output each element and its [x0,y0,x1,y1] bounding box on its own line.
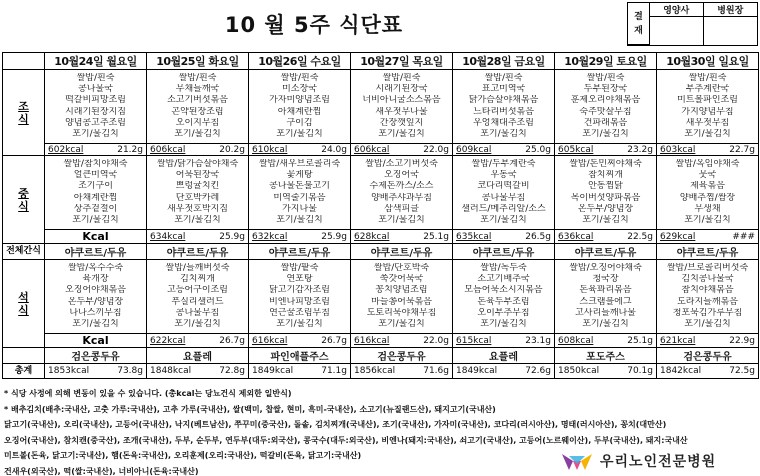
menu-item: 쌀밥/새우브로콜리죽 [258,158,341,169]
menu-item: 시래기된장지짐 [65,106,126,117]
total-kcal: 1850kcal [558,366,600,376]
total-protein: 71.6g [423,366,449,376]
total-kcal: 1849kcal [456,366,498,376]
kcal-value: 632kcal [252,231,288,242]
day-header-4: 10월28일 금요일 [453,53,555,70]
dinner-kcal-label: Kcal [45,334,147,348]
breakfast-cell [453,70,555,144]
menu-item: 쁘렁귤치킨 [175,181,220,192]
dinner-kcal-cell [249,334,351,348]
dinner-cell [657,260,759,334]
total-cell [453,364,555,379]
total-cell [657,364,759,379]
menu-item: 가지나물 [282,203,317,214]
menu-item: 포기/물김치 [276,215,323,226]
protein-value: 22.9g [729,335,755,346]
menu-item: 포기/물김치 [684,129,731,140]
total-cell [249,364,351,379]
corner-cell [3,53,45,70]
protein-value: 25.1g [627,335,653,346]
menu-item: 무생채 [694,203,721,214]
menu-item: 온두부/양념장 [67,296,124,307]
menu-item: 닭고기감자조림 [269,285,330,296]
menu-item: 얼큰미역국 [73,169,118,180]
mid-snack-cell: 야쿠르트/두유 [249,244,351,260]
breakfast-kcal-cell [45,144,147,156]
menu-item: 가자미양념조림 [269,95,330,106]
dinner-kcal-cell [147,334,249,348]
approval-director-header: 병원장 [704,3,758,17]
breakfast-cell [147,70,249,144]
menu-item: 도라지들깨볶음 [677,296,738,307]
lunch-cell [555,156,657,230]
lunch-kcal-cell [453,230,555,244]
evening-snack-label [3,348,45,364]
lunch-cell [45,156,147,230]
day-header-1: 10월25일 화요일 [147,53,249,70]
footnote-line: 오징어(국내산), 참치캔(중국산), 조개(국내산), 두부, 순두부, 연두부(대두:외국산), 콩국수(대두:외국산), 비엔나(돼지:국내산), 쇠고기(국내산), 고등어(노르웨이산), 두부(국내산), 돼지:국내산 [4,435,688,445]
menu-item: 쌀밥/녹두죽 [480,262,527,273]
lunch-row [3,156,759,230]
total-protein: 72.8g [219,366,245,376]
footnote-line: * 식당 사정에 의해 변동이 있을 수 있습니다. (총kcal는 당뇨건식 제외한 일반식) [4,389,292,398]
kcal-value: 629kcal [660,231,696,242]
menu-item: 우엉채대추조림 [473,117,534,128]
menu-item: 푸실리샐러드 [171,296,224,307]
day-header-row [3,53,759,70]
page-title: 10 월 5주 식단표 [224,13,404,37]
breakfast-row [3,70,759,144]
menu-item: 표고미역국 [481,83,526,94]
approval-director-sign[interactable] [704,17,758,45]
mid-snack-label: 전체간식 [3,244,45,260]
protein-value: 21.2g [117,144,143,155]
lunch-kcal-cell [249,230,351,244]
menu-item: 참치야채볶음 [681,285,734,296]
total-row [3,364,759,379]
menu-item: 부추계란국 [685,83,730,94]
dinner-kcal-cell [351,334,453,348]
evening-snack-cell: 검은콩두유 [351,348,453,364]
menu-item: 새우젓무침 [685,117,730,128]
menu-item: 쌀밥/두부계란죽 [471,158,536,169]
menu-item: 오이지무침 [175,117,220,128]
menu-item: 두부된장국 [583,83,628,94]
menu-item: 양배추샤과무침 [371,192,432,203]
dinner-cell [147,260,249,334]
total-cell [147,364,249,379]
kcal-value: 603kcal [660,144,696,155]
dinner-kcal-cell [657,334,759,348]
kcal-value: 609kcal [456,144,492,155]
menu-item: 꽁치양념조림 [375,285,428,296]
dinner-kcal-cell [453,334,555,348]
total-protein: 70.1g [627,366,653,376]
total-kcal: 1842kcal [660,366,702,376]
menu-item: 포기/물김치 [582,215,629,226]
breakfast-kcal-cell [147,144,249,156]
menu-item: 포기/물김치 [582,319,629,330]
menu-item: 콩나물무침 [175,307,220,318]
menu-item: 고사리들깨나물 [575,307,636,318]
menu-item: 시래기된장국 [375,83,428,94]
menu-item: 새우젓무나물 [375,106,428,117]
menu-item: 쌀밥/브로콜리버섯죽 [666,262,749,273]
breakfast-label: 조 식 [3,70,45,156]
menu-item: 김치찌개 [180,273,215,284]
mid-snack-cell: 야쿠르트/두유 [555,244,657,260]
breakfast-cell [351,70,453,144]
protein-value: 22.7g [729,144,755,155]
menu-item: 쌀밥/단호박죽 [373,262,430,273]
menu-item: 아채계란찜 [277,106,322,117]
protein-value: 22.0g [423,335,449,346]
hospital-logo [556,448,756,474]
menu-item: 포기/물김치 [276,129,323,140]
dinner-kcal-row [3,334,759,348]
menu-item: 포기/물김치 [174,319,221,330]
total-label: 총계 [3,364,45,379]
menu-item: 포기/물김치 [480,319,527,330]
dinner-row [3,260,759,334]
menu-item: 양배추찜/쌈장 [679,192,736,203]
menu-item: 소고기버섯볶음 [167,95,228,106]
menu-item: 너비아니굴소스볶음 [362,95,441,106]
kcal-value: 636kcal [558,231,594,242]
menu-item: 참치찌개 [588,169,623,180]
menu-item: 청국장 [592,273,619,284]
menu-item: 간장깻잎지 [379,117,424,128]
menu-item: 오징어야채볶음 [65,285,126,296]
total-cell [555,364,657,379]
menu-item: 코다리떡갈비 [477,181,530,192]
breakfast-cell [45,70,147,144]
menu-item: 양념콩고추조림 [65,117,126,128]
dinner-kcal-cell [555,334,657,348]
lunch-cell [147,156,249,230]
menu-item: 포기/물김치 [378,215,425,226]
protein-value: 22.0g [423,144,449,155]
kcal-value: 605kcal [558,144,594,155]
menu-item: 가지양념무침 [681,106,734,117]
lunch-kcal-cell [657,230,759,244]
breakfast-cell [249,70,351,144]
menu-item: 아채계란찜 [73,192,118,203]
protein-value: 25.1g [423,231,449,242]
menu-item: 구이김 [286,117,313,128]
menu-item: 포기/물김치 [72,129,119,140]
menu-item: 모듬어묵소시지볶음 [464,285,543,296]
menu-item: 미역줄기볶음 [273,192,326,203]
protein-value: 20.2g [219,144,245,155]
breakfast-kcal-cell [351,144,453,156]
menu-item: 청포묵김가루무침 [672,307,743,318]
menu-item: 우동국 [490,169,517,180]
menu-item: 닭가슴살야채볶음 [468,95,539,106]
menu-item: 돈육꽈리볶음 [579,285,632,296]
menu-item: 마늘쫑어묵볶음 [371,296,432,307]
total-kcal: 1856kcal [354,366,396,376]
total-cell [351,364,453,379]
menu-item: 꽃게탕 [286,169,313,180]
kcal-value: 610kcal [252,144,288,155]
dinner-cell [453,260,555,334]
logo-icon [560,450,594,472]
menu-item: 쌀밥/돈민찌야채죽 [569,158,642,169]
day-header-5: 10월29일 토요일 [555,53,657,70]
kcal-value: 621kcal [660,335,696,346]
menu-item: 포기/물김치 [276,319,323,330]
menu-item: 포기/물김치 [72,215,119,226]
lunch-cell [249,156,351,230]
protein-value: 24.0g [321,144,347,155]
menu-item: 미소장국 [282,83,317,94]
menu-table [2,52,759,379]
total-cell [45,364,147,379]
lunch-kcal-label: Kcal [45,230,147,244]
menu-item: 곤약된장조림 [171,106,224,117]
menu-item: 나나스끼무침 [69,307,122,318]
menu-item: 소고기배추국 [477,273,530,284]
protein-value: 26.7g [219,335,245,346]
menu-item: 새우젓호박지짐 [167,203,228,214]
kcal-value: 602kcal [48,144,84,155]
menu-item: 쑥갓어묵국 [379,273,424,284]
menu-item: 쌀밥/닭가슴살야채죽 [156,158,239,169]
menu-item: 포기/물김치 [480,129,527,140]
menu-item: 상추겉절이 [73,203,118,214]
menu-item: 단호박카레 [175,192,220,203]
lunch-kcal-row [3,230,759,244]
dinner-cell [555,260,657,334]
footnote-line: * 배추김치(배추:국내산, 고춧 가루:국내산), 고추 가루(국내산), 쌀(백미, 찹쌀, 현미, 흑미-국내산), 소고기(뉴질랜드산), 돼지고기(국내산) [4,404,496,414]
evening-snack-row [3,348,759,364]
total-protein: 72.5g [729,366,755,376]
menu-item: 고등어구이조림 [167,285,228,296]
menu-item: 쌀밥/팥죽 [280,262,319,273]
kcal-value: 608kcal [558,335,594,346]
menu-item: 포기/물김치 [480,215,527,226]
menu-item: 뭇국 [698,169,717,180]
menu-item: 비엔나피망조림 [269,296,330,307]
mid-snack-cell: 야쿠르트/두유 [45,244,147,260]
dinner-cell [351,260,453,334]
menu-item: 포기/물김치 [378,319,425,330]
menu-item: 포기/물김치 [582,129,629,140]
dinner-cell [45,260,147,334]
menu-item: 김치콩나물국 [681,273,734,284]
breakfast-kcal-cell [453,144,555,156]
menu-item: 콩나물무침 [481,192,526,203]
day-header-3: 10월27일 목요일 [351,53,453,70]
approval-nutritionist-sign[interactable] [650,17,704,45]
menu-item: 무채들깨국 [175,83,220,94]
kcal-value: 616kcal [354,335,390,346]
total-kcal: 1853kcal [48,366,90,376]
menu-item: 쌀밥/흰죽 [76,72,115,83]
menu-item: 오이부추무침 [477,307,530,318]
menu-item: 제육볶음 [690,181,725,192]
lunch-kcal-cell [147,230,249,244]
protein-value: 26.5g [525,231,551,242]
breakfast-kcal-cell [249,144,351,156]
menu-item: 어묵된장국 [175,169,220,180]
evening-snack-cell: 요플레 [147,348,249,364]
menu-item: 쌀밥/흰죽 [586,72,625,83]
mid-snack-cell: 야쿠르트/두유 [351,244,453,260]
menu-item: 포기/물김치 [378,129,425,140]
menu-item: 포기/물김치 [684,215,731,226]
kcal-value: 628kcal [354,231,390,242]
menu-item: 쌀밥/흰죽 [484,72,523,83]
menu-item: 포기/물김치 [174,129,221,140]
menu-item: 콩나물돈불고기 [269,181,330,192]
approval-box [627,2,758,46]
menu-item: 떡갈비피망조림 [65,95,126,106]
menu-item: 쌀밥/참치야채죽 [63,158,128,169]
protein-value: 25.9g [321,231,347,242]
approval-label-bottom: 재 [634,25,643,36]
total-protein: 73.8g [117,366,143,376]
kcal-value: 622kcal [150,335,186,346]
evening-snack-cell: 포도주스 [555,348,657,364]
menu-item: 쌀밥/옥수수죽 [67,262,124,273]
kcal-value: 615kcal [456,335,492,346]
menu-item: 목이버섯양파볶음 [570,192,641,203]
kcal-value: 616kcal [252,335,288,346]
mid-snack-cell: 야쿠르트/두유 [453,244,555,260]
mid-snack-cell: 야쿠르트/두유 [147,244,249,260]
dinner-label: 석 식 [3,260,45,348]
lunch-cell [351,156,453,230]
dinner-cell [249,260,351,334]
day-header-2: 10월26일 수요일 [249,53,351,70]
protein-value: 25.9g [219,231,245,242]
kcal-value: 635kcal [456,231,492,242]
evening-snack-cell: 검은콩두유 [657,348,759,364]
approval-label-top: 결 [634,11,643,22]
menu-item: 쌀밥/소고기버섯죽 [365,158,438,169]
breakfast-kcal-cell [555,144,657,156]
lunch-kcal-cell [351,230,453,244]
evening-snack-cell: 요플레 [453,348,555,364]
breakfast-cell [555,70,657,144]
lunch-cell [453,156,555,230]
protein-value: 22.5g [627,231,653,242]
menu-item: 샐러드/메추리알/소스 [461,203,546,214]
menu-item: 느타리버섯볶음 [473,106,534,117]
kcal-value: 606kcal [354,144,390,155]
menu-item: 조기구이 [78,181,113,192]
mid-snack-row [3,244,759,260]
menu-item: 숙주맛살무침 [579,106,632,117]
evening-snack-cell: 검은콩두유 [45,348,147,364]
mid-snack-cell: 야쿠르트/두유 [657,244,759,260]
menu-item: 연근꿀조림무침 [269,307,330,318]
menu-item: 콩나물국 [78,83,113,94]
lunch-kcal-cell [555,230,657,244]
menu-item: 쌀밥/오징어야채죽 [569,262,642,273]
menu-item: 돈육두부조림 [477,296,530,307]
menu-item: 포기/물김치 [174,215,221,226]
footnote-line: 미트볼(돈육, 닭고기:국내산), 햄(돈육:국내산), 오리훈제(오리:국내산), 떡갈비(돈육, 닭고기:국내산) [4,451,362,461]
menu-item: 스크램블에그 [579,296,632,307]
menu-item: 쌀밥/흰죽 [280,72,319,83]
total-protein: 72.6g [525,366,551,376]
menu-item: 쌀밥/옥임야채죽 [675,158,740,169]
evening-snack-cell: 파인애플주스 [249,348,351,364]
breakfast-kcal-cell [657,144,759,156]
menu-item: 쌀밥/흰죽 [178,72,217,83]
menu-item: 포기/물김치 [684,319,731,330]
protein-value: 23.1g [525,335,551,346]
menu-item: 안동찜닭 [588,181,623,192]
protein-value: 26.7g [321,335,347,346]
protein-value: 25.0g [525,144,551,155]
lunch-cell [657,156,759,230]
menu-item: 오징어국 [384,169,419,180]
kcal-value: 634kcal [150,231,186,242]
protein-value: 23.2g [627,144,653,155]
menu-item: 훈제오리야채볶음 [570,95,641,106]
day-header-6: 10월30일 일요일 [657,53,759,70]
total-kcal: 1848kcal [150,366,192,376]
day-header-0: 10월24일 월요일 [45,53,147,70]
footnote-line: 닭고기(국내산), 오리(국내산), 고등어(국내산), 낙지(베트남산), 쭈꾸미(중국산), 돌솥, 김치찌개(국내산), 조기(국내산), 가자미(국내산), 코다리(러시아산), 명태(러시아산), 꽁치(대만산) [4,420,667,430]
menu-item: 쌀밥/흰죽 [382,72,421,83]
menu-item: 삼색피클 [384,203,419,214]
breakfast-cell [657,70,759,144]
hospital-name: 우리노인전문병원 [600,454,717,470]
menu-item: 쌀밥/들깨버섯죽 [165,262,230,273]
breakfast-kcal-row [3,144,759,156]
total-kcal: 1849kcal [252,366,294,376]
menu-item: 연포탕 [286,273,313,284]
approval-label [628,3,650,45]
menu-item: 온두부/양념장 [577,203,634,214]
menu-item: 건파래볶음 [583,117,628,128]
footnote-line: 건새우(외국산), 떡(쌀:국내산), 너비아니(돈육:국내산) [4,466,199,476]
menu-item: 쌀밥/흰죽 [688,72,727,83]
kcal-value: 606kcal [150,144,186,155]
approval-nutritionist-header: 영양사 [650,3,704,17]
protein-value: ### [732,231,755,242]
menu-item: 도토리묵야채무침 [366,307,437,318]
menu-item: 수제돈까스/소스 [369,181,434,192]
menu-item: 미트볼파인조림 [677,95,738,106]
total-protein: 71.1g [321,366,347,376]
lunch-label: 중 식 [3,156,45,244]
menu-item: 육개장 [82,273,109,284]
menu-item: 포기/물김치 [72,319,119,330]
